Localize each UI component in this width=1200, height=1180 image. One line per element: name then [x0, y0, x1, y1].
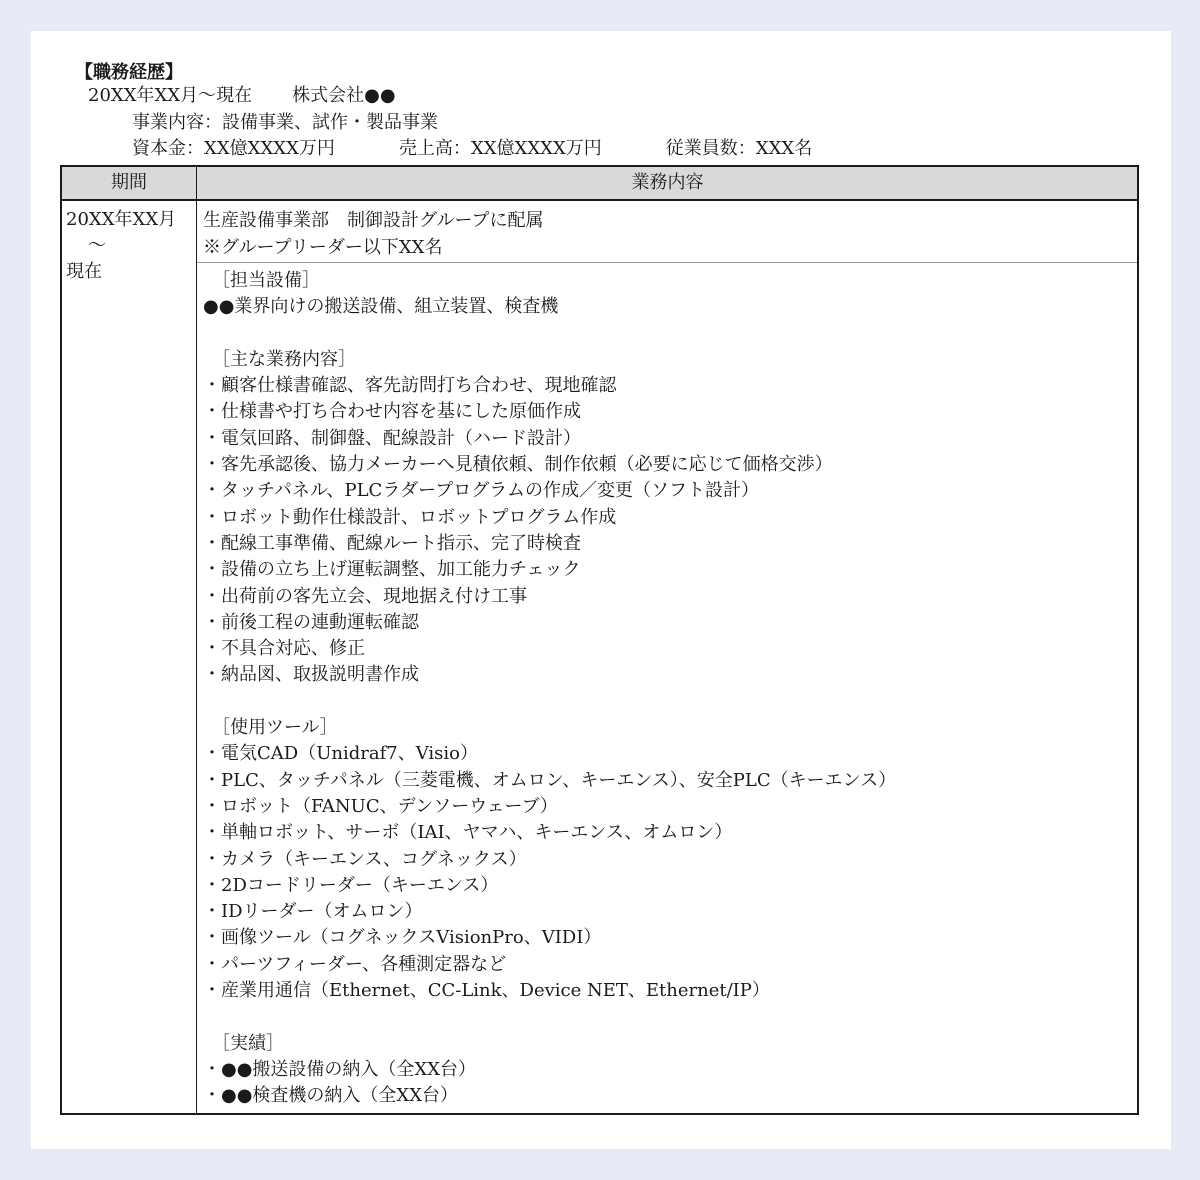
list-item: ・前後工程の連動運転確認 — [203, 611, 419, 633]
section-title: ［実績］ — [212, 1032, 284, 1054]
section-title: ［主な業務内容］ — [212, 348, 356, 370]
list-item: ・客先承認後、協力メーカーへ見積依頼、制作依頼（必要に応じて価格交渉） — [203, 454, 833, 476]
column-header-period: 期間 — [111, 172, 147, 193]
table-header — [62, 167, 1137, 201]
section-title: ［使用ツール］ — [212, 717, 338, 739]
period-cell — [66, 207, 190, 285]
list-item: ・電気回路、制御盤、配線設計（ハード設計） — [203, 427, 581, 449]
list-item: ・不具合対応、修正 — [203, 638, 365, 660]
list-item: ・顧客仕様書確認、客先訪問打ち合わせ、現地確認 — [203, 375, 617, 397]
employment-period: 20XX年XX月～現在 — [88, 85, 253, 106]
list-item: ・設備の立ち上げ運転調整、加工能力チェック — [203, 559, 581, 581]
business-description: 事業内容：設備事業、試作・製品事業 — [132, 112, 438, 133]
list-item: ・画像ツール（コグネックスVisionPro、VIDI） — [203, 927, 602, 949]
list-item: ・●●搬送設備の納入（全XX台） — [203, 1058, 477, 1080]
list-item: ・納品図、取扱説明書作成 — [203, 664, 419, 686]
section-tools — [203, 715, 1129, 1004]
company-line — [88, 85, 396, 107]
period-end: 現在 — [66, 261, 102, 282]
list-item: ・カメラ（キーエンス、コグネックス） — [203, 848, 527, 870]
section-title: ［担当設備］ — [212, 270, 320, 291]
section-duties — [203, 347, 1129, 689]
company-figures — [132, 138, 812, 160]
department: 生産設備事業部 制御設計グループに配属 — [203, 210, 544, 231]
section-equipment — [203, 268, 1129, 321]
list-item: ●●業界向けの搬送設備、組立装置、検査機 — [203, 296, 559, 318]
team-note: ※グループリーダー以下XX名 — [203, 237, 443, 258]
employee-count: 従業員数：XXX名 — [665, 138, 813, 159]
list-item: ・産業用通信（Ethernet、CC-Link、Device NET、Ethernet/IP） — [203, 980, 770, 1002]
list-item: ・仕様書や打ち合わせ内容を基にした原価作成 — [203, 401, 581, 423]
list-item: ・2Dコードリーダー（キーエンス） — [203, 874, 499, 896]
row-divider — [197, 262, 1137, 263]
section-heading: 【職務経歴】 — [75, 62, 183, 83]
list-item: ・電気CAD（Unidraf7、Visio） — [203, 743, 478, 765]
company-name: 株式会社●● — [292, 85, 396, 106]
career-table — [60, 165, 1139, 1115]
duties-cell — [203, 268, 1129, 1110]
list-item: ・ロボット（FANUC、デンソーウェーブ） — [203, 795, 558, 817]
resume-page — [31, 31, 1171, 1149]
column-divider — [196, 167, 197, 1113]
list-item: ・IDリーダー（オムロン） — [203, 901, 423, 923]
period-start: 20XX年XX月 — [66, 209, 177, 230]
section-achievements — [203, 1031, 1129, 1110]
column-header-content: 業務内容 — [631, 172, 704, 193]
list-item: ・ロボット動作仕様設計、ロボットプログラム作成 — [203, 506, 617, 528]
sales: 売上高：XX億XXXX万円 — [398, 138, 602, 159]
list-item: ・●●検査機の納入（全XX台） — [203, 1085, 459, 1107]
list-item: ・単軸ロボット、サーボ（IAI、ヤマハ、キーエンス、オムロン） — [203, 822, 733, 844]
period-separator: ～ — [88, 235, 106, 256]
list-item: ・タッチパネル、PLCラダープログラムの作成／変更（ソフト設計） — [203, 480, 760, 502]
capital: 資本金：XX億XXXX万円 — [132, 138, 335, 159]
list-item: ・出荷前の客先立会、現地据え付け工事 — [203, 585, 527, 607]
list-item: ・PLC、タッチパネル（三菱電機、オムロン、キーエンス）、安全PLC（キーエンス） — [203, 769, 897, 791]
list-item: ・配線工事準備、配線ルート指示、完了時検査 — [203, 532, 581, 554]
assignment-cell — [203, 207, 1129, 261]
list-item: ・パーツフィーダー、各種測定器など — [203, 953, 507, 975]
